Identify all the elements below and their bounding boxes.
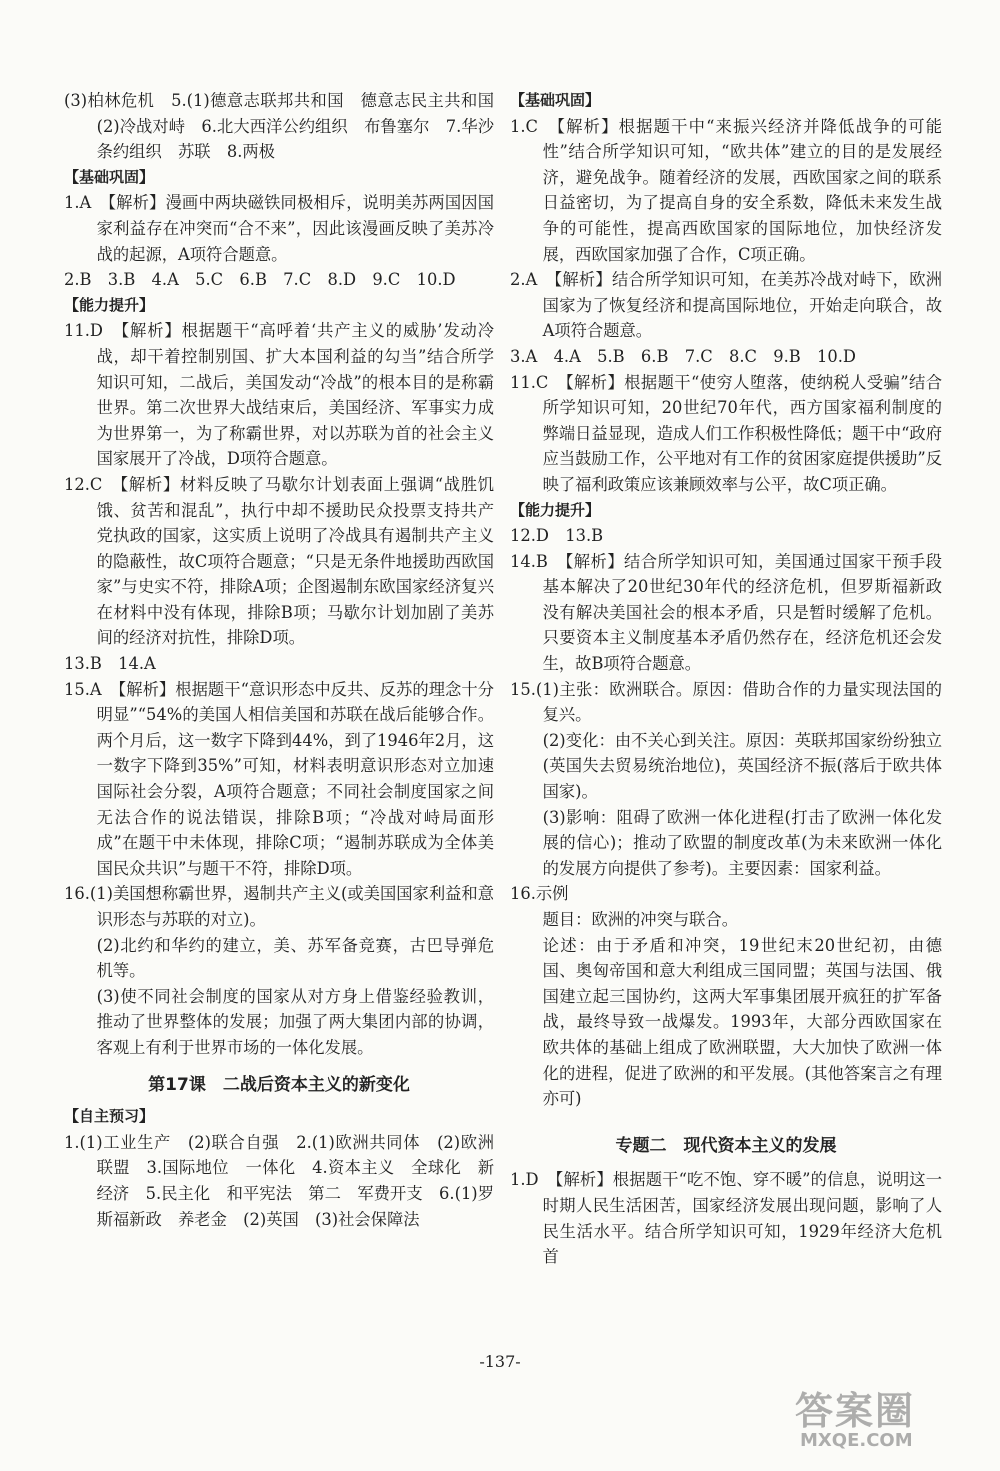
special-topic-title: 专题二 现代资本主义的发展	[615, 1135, 837, 1156]
watermark-logo: 答案圈	[795, 1389, 916, 1433]
answer-r-q16-topic: 题目：欧洲的冲突与联合。	[542, 910, 738, 929]
page-number: -137-	[479, 1352, 521, 1371]
answer-r-q14: 14.B 【解析】结合所学知识可知，美国通过国家干预手段基本解决了20世纪30年代的经济危机，但罗斯福新政没有解决美国社会的根本矛盾，只是暂时缓解了危机。只要资本主义制度基本矛盾仍然存在，经济危机还会发生，故B项符合题意。	[510, 551, 942, 674]
answer-r-q1: 1.C 【解析】根据题干中“来振兴经济并降低战争的可能性”结合所学知识可知，“欧共体”建立的目的是发展经济，避免战争。随着经济的发展，西欧国家之间的联系日益密切，为了提高自身的安全系数，降低未来发生战争的可能性，提高西欧国家的国际地位，加快经济发展，西欧国家加强了合作，C项正确。	[510, 116, 942, 264]
answer-q1: 1.A 【解析】漫画中两块磁铁同极相斥，说明美苏两国因国家利益存在冲突而“合不来”，因此该漫画反映了美苏冷战的起源，A项符合题意。	[64, 193, 494, 264]
answer-r-q15-1: 15.(1)主张：欧洲联合。原因：借助合作的力量实现法国的复兴。	[510, 679, 942, 725]
answer-q16-2: (2)北约和华约的建立，美、苏军备竞赛，古巴导弹危机等。	[96, 935, 494, 981]
watermark-url: MXQE.COM	[800, 1430, 913, 1451]
answer-r-q11: 11.C 【解析】根据题干“使穷人堕落，使纳税人受骗”结合所学知识可知，20世纪70年代，西方国家福利制度的弊端日益显现，造成人们工作积极性降低；题干中“政府应当鼓励工作，公平地对有工作的贫困家庭提供援助”反映了福利政策应该兼顾效率与公平，故C项正确。	[510, 372, 942, 494]
left-column	[64, 88, 511, 1232]
answer-r-q16: 16.示例	[510, 884, 569, 904]
section-header-basic-right: 【基础巩固】	[510, 91, 601, 109]
answer-r-q3-10: 3.A 4.A 5.B 6.B 7.C 8.C 9.B 10.D	[510, 346, 856, 366]
section-header-ability-right: 【能力提升】	[510, 500, 601, 519]
answer-block-1: (3)柏林危机 5.(1)德意志联邦共和国 德意志民主共和国 (2)冷战对峙 6.北大西洋公约组织 布鲁塞尔 7.华沙条约组织 苏联 8.两极	[64, 91, 511, 162]
section-header-basic: 【基础巩固】	[64, 167, 155, 186]
right-column	[510, 88, 942, 1270]
answer-q2-10: 2.B 3.B 4.A 5.C 6.B 7.C 8.D 9.C 10.D	[64, 270, 456, 290]
answer-q11: 11.D 【解析】根据题干“高呼着‘共产主义的威胁’发动冷战，却干着控制别国、扩大本国利益的勾当”结合所学知识可知，二战后，美国发动“冷战”的根本目的是称霸世界。第二次世界大战结束后，美国经济、军事实力成为世界第一，为了称霸世界，对以苏联为首的社会主义国家展开了冷战，D项符合题意。	[64, 321, 494, 469]
answer-q12: 12.C 【解析】材料反映了马歇尔计划表面上强调“战胜饥饿、贫苦和混乱”，执行中却不援助民众投票支持共产党执政的国家，这实质上说明了冷战具有遏制共产主义的隐蔽性，故C项符合题意；“只是无条件地援助西欧国家”与史实不符，排除A项；企图遏制东欧国家经济复兴在材料中没有体现，排除B项；马歇尔计划加剧了美苏间的经济对抗性，排除D项。	[64, 474, 494, 648]
section-header-preview: 【自主预习】	[64, 1107, 155, 1126]
answer-preview: 1.(1)工业生产 (2)联合自强 2.(1)欧洲共同体 (2)欧洲联盟 3.国际地位 一体化 4.资本主义 全球化 新经济 5.民主化 和平宪法 第二 军费开支 6.(1)罗斯福新政 养老金 (2)英国 (3)社会保障法	[64, 1132, 494, 1229]
answer-special-q1: 1.D 【解析】根据题干“吃不饱、穿不暖”的信息，说明这一时期人民生活困苦，国家经济发展出现问题，影响了人民生活水平。结合所学知识可知，1929年经济大危机首	[510, 1170, 942, 1267]
answer-r-q16-essay: 论述：由于矛盾和冲突，19世纪末20世纪初，由德国、奥匈帝国和意大利组成三国同盟；英国与法国、俄国建立起三国协约，这两大军事集团展开疯狂的扩军备战，最终导致一战爆发。1993年，大部分西欧国家在欧共体的基础上组成了欧洲联盟，大大加快了欧洲一体化的进程，促进了欧洲的和平发展。(其他答案言之有理亦可)	[542, 935, 942, 1109]
answer-q16-3: (3)使不同社会制度的国家从对方身上借鉴经验教训，推动了世界整体的发展；加强了两大集团内部的协调，客观上有利于世界市场的一体化发展。	[96, 986, 494, 1057]
answer-q13-14: 13.B 14.A	[64, 654, 156, 674]
answer-r-q15-3: (3)影响：阻碍了欧洲一体化进程(打击了欧洲一体化发展的信心)；推动了欧盟的制度改革(为未来欧洲一体化的发展方向提供了参考)。主要因素：国家利益。	[542, 807, 942, 878]
section-header-ability: 【能力提升】	[64, 295, 155, 314]
lesson-title: 第17课 二战后资本主义的新变化	[148, 1074, 410, 1095]
answer-q15: 15.A 【解析】根据题干“意识形态中反共、反苏的理念十分明显”“54%的美国人相信美国和苏联在战后能够合作。两个月后，这一数字下降到44%，到了1946年2月，这一数字下降到35%”可知，材料表明意识形态对立加速国际社会分裂，A项符合题意；不同社会制度国家之间无法合作的说法错误，排除B项；“冷战对峙局面形成”在题干中未体现，排除C项；“遏制苏联成为全体美国民众共识”与题干不符，排除D项。	[64, 679, 494, 878]
answer-r-q2: 2.A 【解析】结合所学知识可知，在美苏冷战对峙下，欧洲国家为了恢复经济和提高国际地位，开始走向联合，故A项符合题意。	[510, 270, 942, 341]
answer-r-q12-13: 12.D 13.B	[510, 526, 604, 546]
answer-r-q15-2: (2)变化：由不关心到关注。原因：英联邦国家纷纷独立(英国失去贸易统治地位)，英国经济不振(落后于欧共体国家)。	[542, 730, 942, 802]
answer-q16-1: 16.(1)美国想称霸世界，遏制共产主义(或美国国家利益和意识形态与苏联的对立)。	[64, 884, 494, 929]
